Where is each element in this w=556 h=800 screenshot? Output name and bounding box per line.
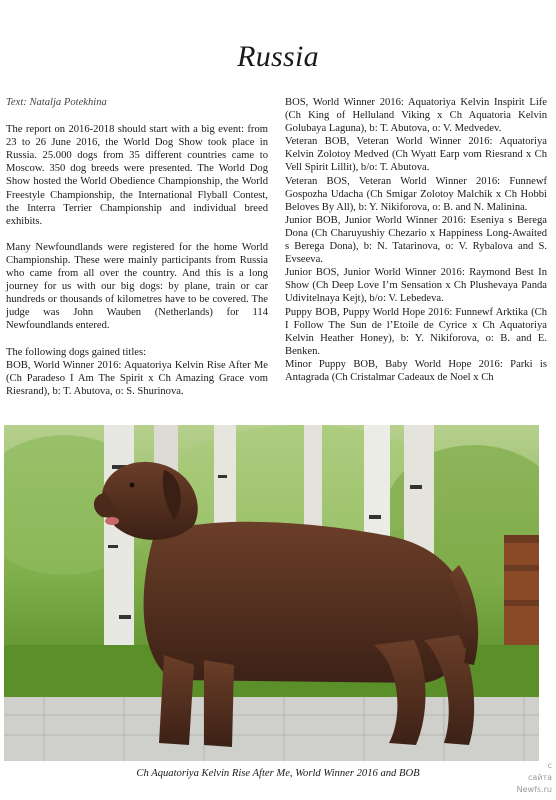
paragraph-intro: The report on 2016-2018 should start with a big event: from 23 to 26 June 2016, the World Dog Show took place in Russia. 25.000 dogs from 35 different countries came to Moscow. 350 dog breeds were presented. The World Dog Show hosted the World Obedience Championship, the World Freestyle Championship, the International Flyball Contest, the Interra Terrier Championship and individual breed exhibits. [6,124,268,227]
watermark [516,760,552,796]
page-title: Russia [237,40,319,73]
entry-bob: BOB, World Winner 2016: Aquatoriya Kelvin Rise After Me (Ch Paradeso I Am The Spirit x Ch Amazing Grace vom Riesrand), b: T. Abutova, o: S. Shurinova. [6,359,268,397]
dog-photo [4,425,539,761]
entry-veteran-bos: Veteran BOS, Veteran World Winner 2016: Funnewf Gospozha Udacha (Ch Smigar Zolotoy Malchik x Ch Hobbi Beloves By All), b: Y. Nikiforova, o: B. and N. Malinina. [285,175,547,213]
entry-puppy-bob: Puppy BOB, Puppy World Hope 2016: Funnewf Arktika (Ch I Follow The Sun de l’Etoile de Cyrice x Ch Aquatoriya Kelvin Heather Honey), b: Y. Nikiforova, o: B. and E. Benken. [285,306,547,357]
left-column [6,96,268,398]
watermark-line-2: сайта [527,773,552,782]
entry-veteran-bob: Veteran BOB, Veteran World Winner 2016: Aquatoriya Kelvin Zolotoy Medved (Ch Wyatt Earp vom Riesrand x Ch Vell Spirit Lillit), b/o: T. Abutova. [285,136,547,174]
watermark-line-1: с [547,761,552,770]
paragraph-participants: Many Newfoundlands were registered for the home World Championship. These were mainly participants from Russia who came from all over the country. And this is a long journey for us with our big dogs: by plane, train or car hundreds or thousands of kilometres have to be covered. The judge was John Wauben (Netherlands) for 114 Newfoundlands entered. [6,241,268,332]
paragraph-titles-intro: The following dogs gained titles: [6,346,147,358]
photo-caption: Ch Aquatoriya Kelvin Rise After Me, World Winner 2016 and BOB [136,768,420,779]
entry-junior-bos: Junior BOS, Junior World Winner 2016: Raymond Best In Show (Ch Deep Love I’m Sensation x Ch Plushevaya Panda Udivitelnaya Kejt), b/o: V. Lebedeva. [285,267,547,305]
entry-junior-bob: Junior BOB, Junior World Winner 2016: Eseniya s Berega Dona (Ch Charuyushiy Chezario x Happiness Long-Awaited s Berega Dona), b: N. Tatarinova, o: V. Rybalova and S. Evseeva. [285,214,547,266]
entry-bos: BOS, World Winner 2016: Aquatoriya Kelvin Inspirit Life (Ch King of Helluland Viking x Ch Aquatoria Kelvin Golubaya Laguna), b: T. Abutova, o: V. Medvedev. [285,97,547,135]
entry-minor-puppy-bob: Minor Puppy BOB, Baby World Hope 2016: Parki is Antagrada (Ch Cristalmar Cadeaux de Noel x Ch [285,358,547,383]
watermark-line-3: Newfs.ru [516,785,552,794]
author-credit: Text: Natalja Potekhina [6,97,107,108]
newfoundland-dog-illustration [4,425,539,761]
right-column [285,96,547,384]
